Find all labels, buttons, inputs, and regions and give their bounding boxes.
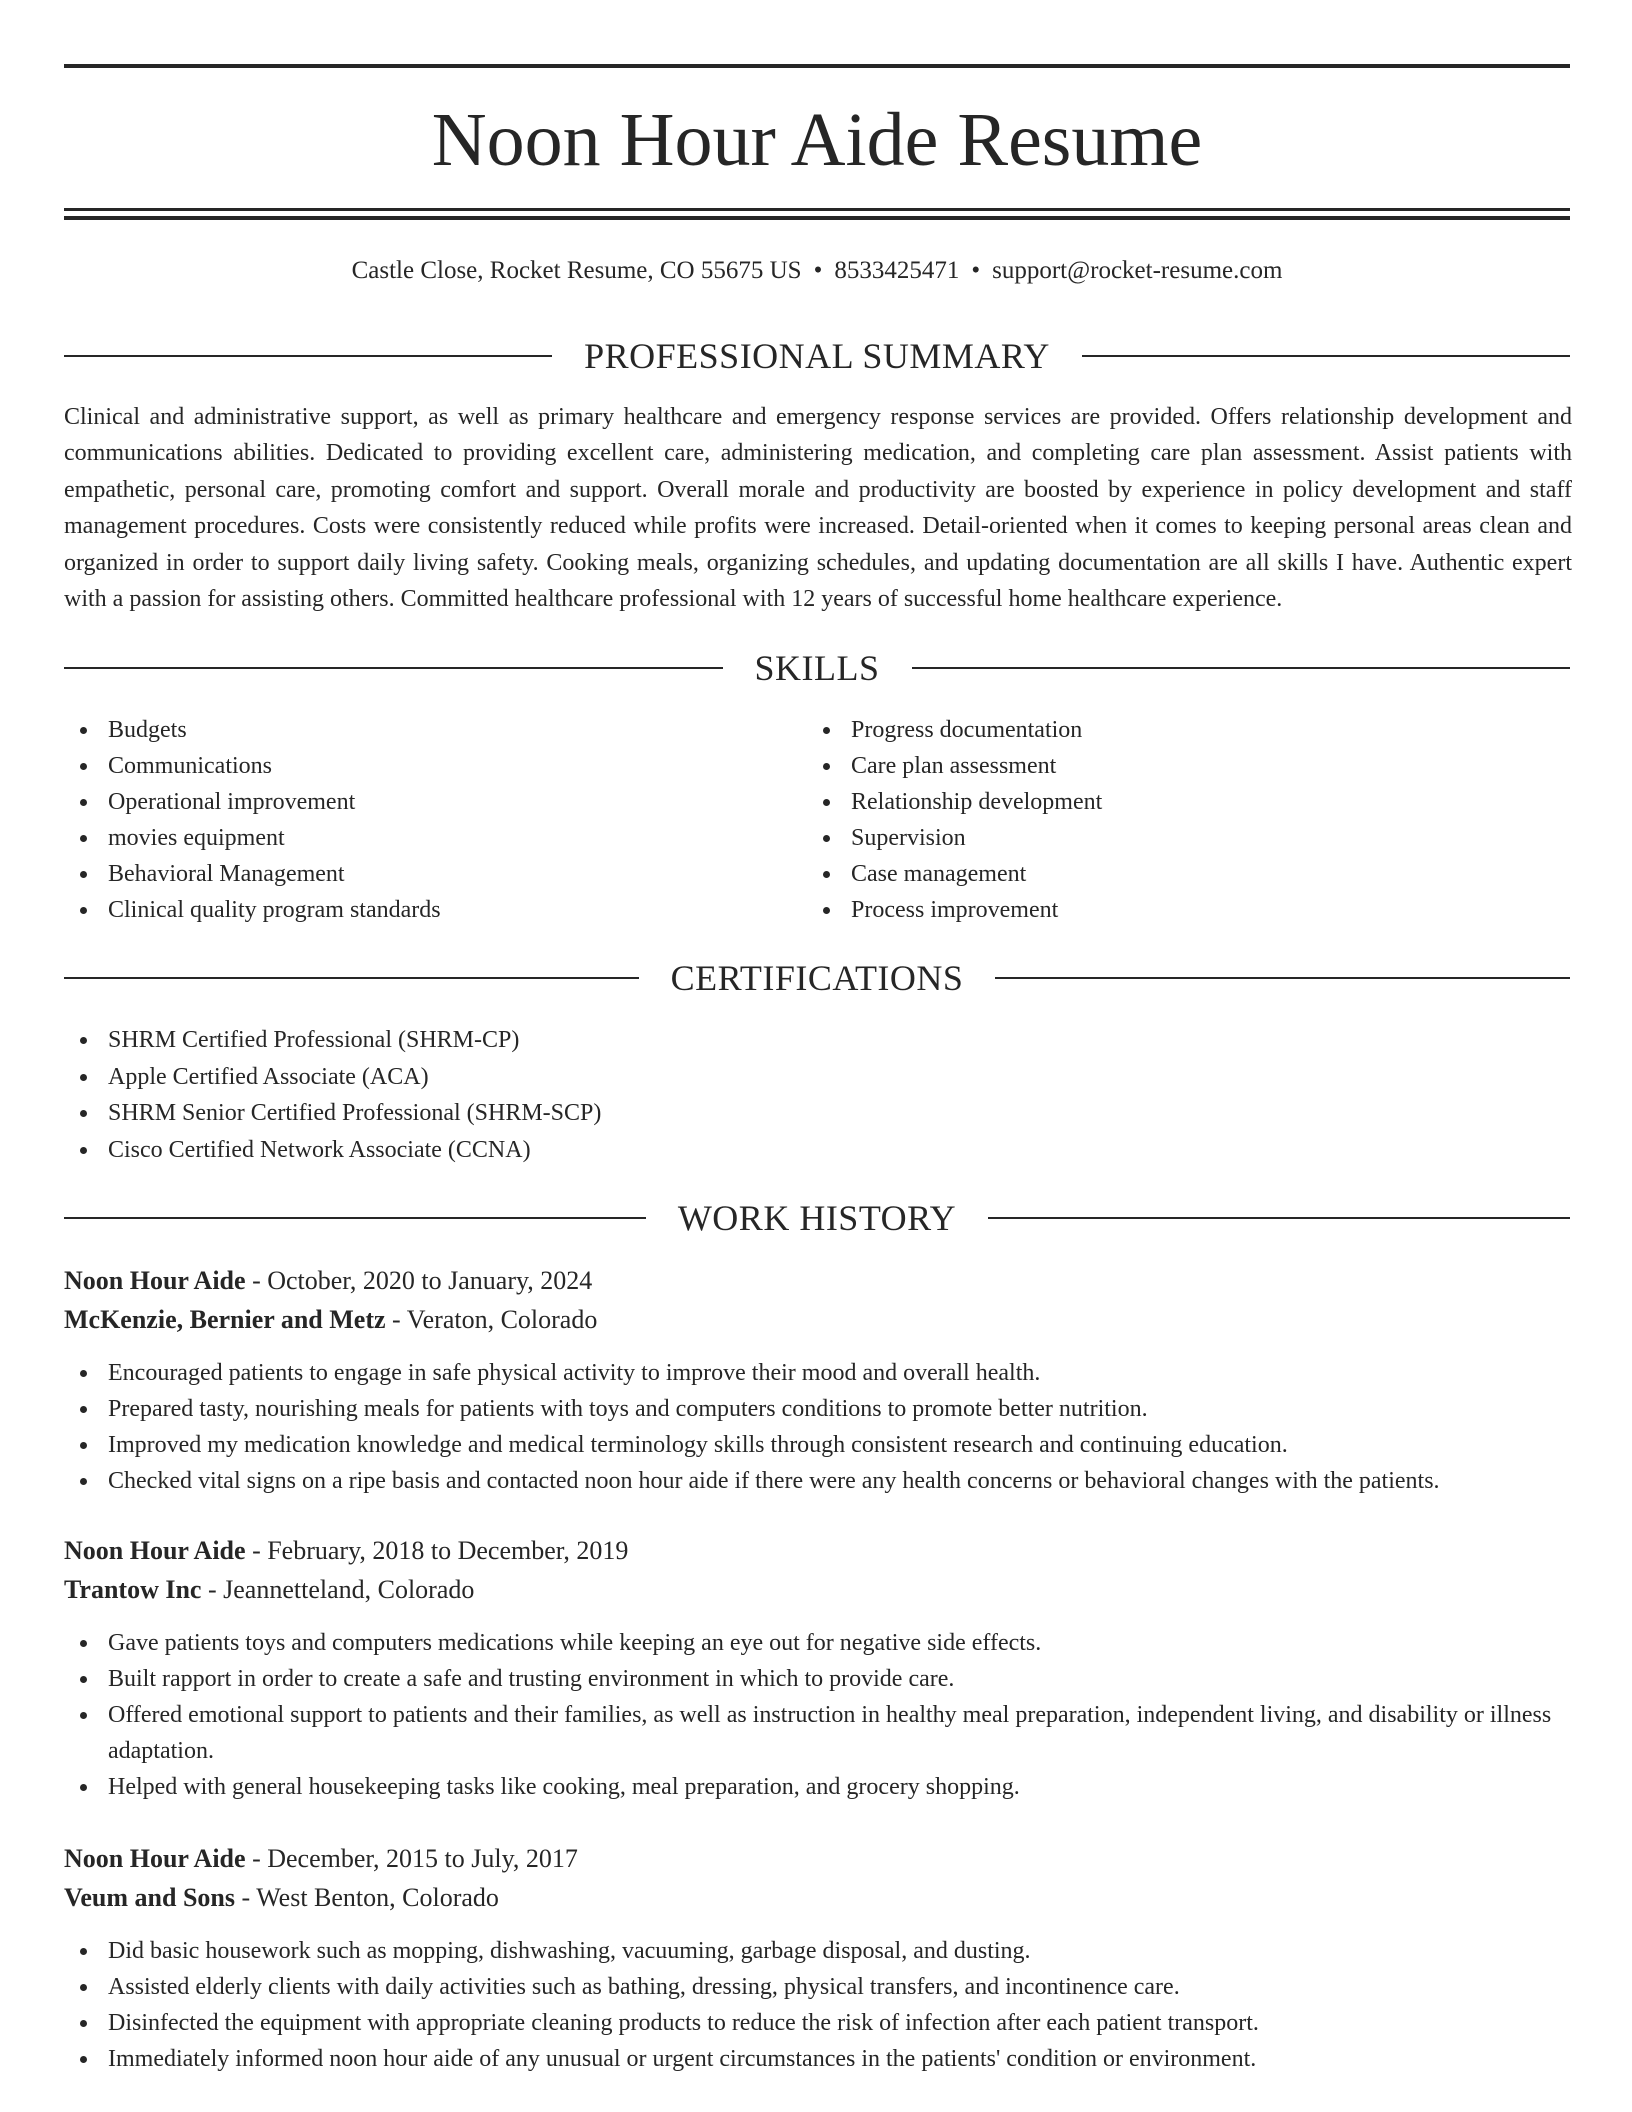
section-title: PROFESSIONAL SUMMARY <box>584 336 1050 376</box>
job-title-line <box>64 1840 1572 1878</box>
job-duty: Disinfected the equipment with appropriate cleaning products to reduce the risk of infection after each patient transport. <box>64 2005 1572 2041</box>
skill-item: Process improvement <box>807 892 1507 928</box>
job-duty: Assisted elderly clients with daily activities such as bathing, dressing, physical transfers, and incontinence care. <box>64 1969 1572 2005</box>
contact-address: Castle Close, Rocket Resume, CO 55675 US <box>351 257 802 284</box>
top-rule <box>64 64 1570 68</box>
certification-item: Apple Certified Associate (ACA) <box>64 1059 1064 1096</box>
job-company: McKenzie, Bernier and Metz <box>64 1305 386 1334</box>
skill-item: Behavioral Management <box>64 856 764 892</box>
skill-item: Supervision <box>807 820 1507 856</box>
skill-item: Operational improvement <box>64 784 764 820</box>
job-location: - West Benton, Colorado <box>235 1883 499 1912</box>
resume-title: Noon Hour Aide Resume <box>431 98 1203 182</box>
certifications-list <box>64 1022 1064 1169</box>
job-duty: Gave patients toys and computers medications while keeping an eye out for negative side effects. <box>64 1625 1572 1661</box>
contact-separator: • <box>813 257 823 284</box>
job-company-line <box>64 1879 1572 1917</box>
job-title: Noon Hour Aide <box>64 1536 246 1565</box>
job-entry <box>64 1840 1572 2077</box>
job-company: Trantow Inc <box>64 1575 202 1604</box>
job-duty: Helped with general housekeeping tasks like cooking, meal preparation, and grocery shopping. <box>64 1769 1572 1805</box>
job-duty: Built rapport in order to create a safe and trusting environment in which to provide care. <box>64 1661 1572 1697</box>
certification-item: SHRM Certified Professional (SHRM-CP) <box>64 1022 1064 1059</box>
job-duties-list <box>64 1625 1572 1805</box>
heading-rule <box>64 355 552 357</box>
job-company-line <box>64 1301 1572 1339</box>
job-title: Noon Hour Aide <box>64 1844 246 1873</box>
contact-phone: 8533425471 <box>834 257 960 284</box>
job-duties-list <box>64 1355 1572 1499</box>
job-duty: Prepared tasty, nourishing meals for patients with toys and computers conditions to promote better nutrition. <box>64 1391 1572 1427</box>
section-title: SKILLS <box>754 648 880 688</box>
job-title: Noon Hour Aide <box>64 1266 246 1295</box>
skill-item: Case management <box>807 856 1507 892</box>
skills-list-right <box>807 712 1507 928</box>
skill-item: Relationship development <box>807 784 1507 820</box>
title-double-rule-lower <box>64 216 1570 220</box>
job-duties-list <box>64 1933 1572 2077</box>
title-double-rule-upper <box>64 208 1570 211</box>
skill-item: Care plan assessment <box>807 748 1507 784</box>
skill-item: Progress documentation <box>807 712 1507 748</box>
job-company: Veum and Sons <box>64 1883 236 1912</box>
section-title: WORK HISTORY <box>677 1198 957 1238</box>
summary-paragraph: Clinical and administrative support, as well as primary healthcare and emergency response services are provided. Offers relationship development and communications abilities. Dedicated to providing excellent care, administering medication, and completing care plan assessment. Assist patients with empathetic, personal care, promoting comfort and support. Overall morale and productivity are boosted by experience in policy development and staff management procedures. Costs were consistently reduced while profits were increased. Detail-oriented when it comes to keeping personal areas clean and organized in order to support daily living safety. Cooking meals, organizing schedules, and updating documentation are all skills I have. Authentic expert with a passion for assisting others. Committed healthcare professional with 12 years of successful home healthcare experience. <box>64 404 1572 613</box>
job-entry <box>64 1532 1572 1805</box>
contact-email: support@rocket-resume.com <box>992 257 1283 284</box>
certification-item: Cisco Certified Network Associate (CCNA) <box>64 1132 1064 1169</box>
job-duty: Did basic housework such as mopping, dishwashing, vacuuming, garbage disposal, and dusting. <box>64 1933 1572 1969</box>
section-heading-certifications <box>64 956 1570 1000</box>
job-duty: Offered emotional support to patients and their families, as well as instruction in healthy meal preparation, independent living, and disability or illness adaptation. <box>64 1697 1572 1769</box>
job-location: - Veraton, Colorado <box>385 1305 598 1334</box>
skills-list-left <box>64 712 764 928</box>
section-heading-summary <box>64 334 1570 378</box>
job-duty: Improved my medication knowledge and medical terminology skills through consistent research and continuing education. <box>64 1427 1572 1463</box>
heading-rule <box>64 977 639 979</box>
job-dates: - December, 2015 to July, 2017 <box>245 1844 578 1873</box>
section-title: CERTIFICATIONS <box>670 958 964 998</box>
job-entry <box>64 1262 1572 1499</box>
job-title-line <box>64 1262 1572 1300</box>
certification-item: SHRM Senior Certified Professional (SHRM-SCP) <box>64 1095 1064 1132</box>
job-location: - Jeannetteland, Colorado <box>201 1575 475 1604</box>
heading-rule <box>64 667 723 669</box>
contact-line <box>64 254 1570 288</box>
job-dates: - October, 2020 to January, 2024 <box>245 1266 593 1295</box>
heading-rule <box>1082 355 1570 357</box>
section-heading-work-history <box>64 1196 1570 1240</box>
job-duty: Encouraged patients to engage in safe physical activity to improve their mood and overall health. <box>64 1355 1572 1391</box>
job-duty: Checked vital signs on a ripe basis and contacted noon hour aide if there were any health concerns or behavioral changes with the patients. <box>64 1463 1572 1499</box>
contact-separator: • <box>971 257 981 284</box>
heading-rule <box>64 1217 646 1219</box>
heading-rule <box>988 1217 1570 1219</box>
skill-item: Clinical quality program standards <box>64 892 764 928</box>
heading-rule <box>912 667 1571 669</box>
skill-item: Communications <box>64 748 764 784</box>
skill-item: movies equipment <box>64 820 764 856</box>
job-title-line <box>64 1532 1572 1570</box>
skill-item: Budgets <box>64 712 764 748</box>
heading-rule <box>995 977 1570 979</box>
job-dates: - February, 2018 to December, 2019 <box>245 1536 629 1565</box>
job-duty: Immediately informed noon hour aide of any unusual or urgent circumstances in the patients' condition or environment. <box>64 2041 1572 2077</box>
job-company-line <box>64 1571 1572 1609</box>
section-heading-skills <box>64 646 1570 690</box>
